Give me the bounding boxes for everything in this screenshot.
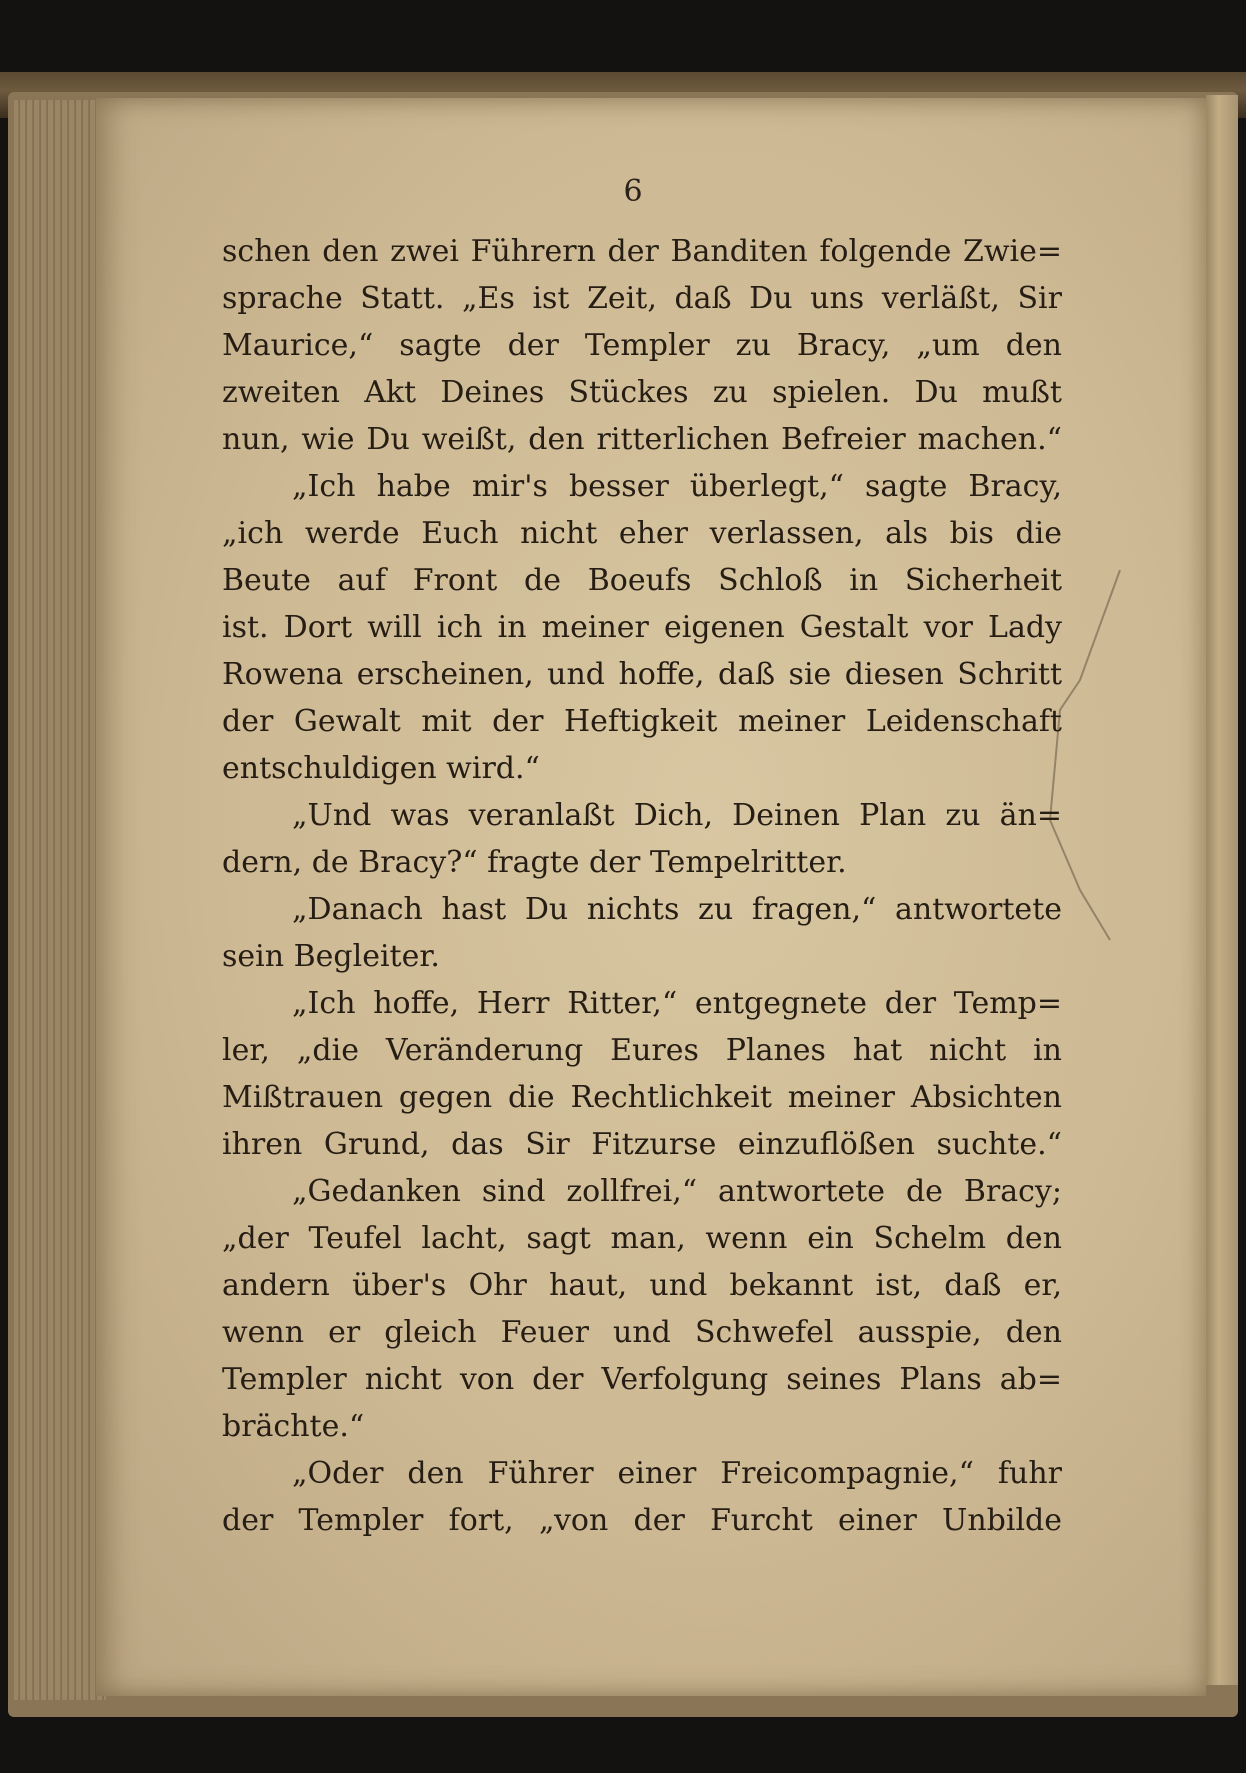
page-edges-left (14, 100, 106, 1700)
text-line: Mißtrauen gegen die Rechtlichkeit meiner Absichten (222, 1080, 1062, 1115)
text-line: andern über's Ohr haut, und bekannt ist, daß er, (222, 1268, 1062, 1303)
text-line: Rowena erscheinen, und hoffe, daß sie diesen Schritt (222, 657, 1062, 692)
text-line: „Danach hast Du nichts zu fragen,“ antwortete (292, 892, 1062, 927)
text-line: „der Teufel lacht, sagt man, wenn ein Schelm den (222, 1221, 1062, 1256)
text-line: dern, de Bracy?“ fragte der Tempelritter. (222, 845, 847, 880)
text-line: ist. Dort will ich in meiner eigenen Gestalt vor Lady (222, 610, 1062, 645)
text-line: schen den zwei Führern der Banditen folgende Zwie= (222, 234, 1062, 269)
text-line: „ich werde Euch nicht eher verlassen, als bis die (222, 516, 1062, 551)
text-line: sein Begleiter. (222, 939, 440, 974)
text-line: Templer nicht von der Verfolgung seines Plans ab= (222, 1362, 1062, 1397)
text-line: „Gedanken sind zollfrei,“ antwortete de Bracy; (292, 1174, 1062, 1209)
text-line: Beute auf Front de Boeufs Schloß in Sicherheit (222, 563, 1062, 598)
text-line: „Und was veranlaßt Dich, Deinen Plan zu än= (292, 798, 1062, 833)
text-line: „Oder den Führer einer Freicompagnie,“ fuhr (292, 1456, 1062, 1491)
text-line: ler, „die Veränderung Eures Planes hat nicht in (222, 1033, 1062, 1068)
text-line: „Ich hoffe, Herr Ritter,“ entgegnete der Temp= (292, 986, 1062, 1021)
text-line: wenn er gleich Feuer und Schwefel ausspie, den (222, 1315, 1062, 1350)
page-text (222, 228, 1062, 1544)
text-line: Maurice,“ sagte der Templer zu Bracy, „um den (222, 328, 1062, 363)
text-line: „Ich habe mir's besser überlegt,“ sagte Bracy, (292, 469, 1062, 504)
text-line: brächte.“ (222, 1409, 365, 1444)
text-line: zweiten Akt Deines Stückes zu spielen. Du mußt (222, 375, 1062, 410)
text-line: der Templer fort, „von der Furcht einer Unbilde (222, 1503, 1062, 1538)
text-line: ihren Grund, das Sir Fitzurse einzuflößen suchte.“ (222, 1127, 1062, 1162)
text-line: nun, wie Du weißt, den ritterlichen Befreier machen.“ (222, 422, 1062, 457)
text-line: entschuldigen wird.“ (222, 751, 540, 786)
page-edge-right (1206, 95, 1238, 1685)
text-line: der Gewalt mit der Heftigkeit meiner Leidenschaft (222, 704, 1062, 739)
page-number: 6 (623, 174, 643, 209)
text-line: sprache Statt. „Es ist Zeit, daß Du uns verläßt, Sir (222, 281, 1062, 316)
